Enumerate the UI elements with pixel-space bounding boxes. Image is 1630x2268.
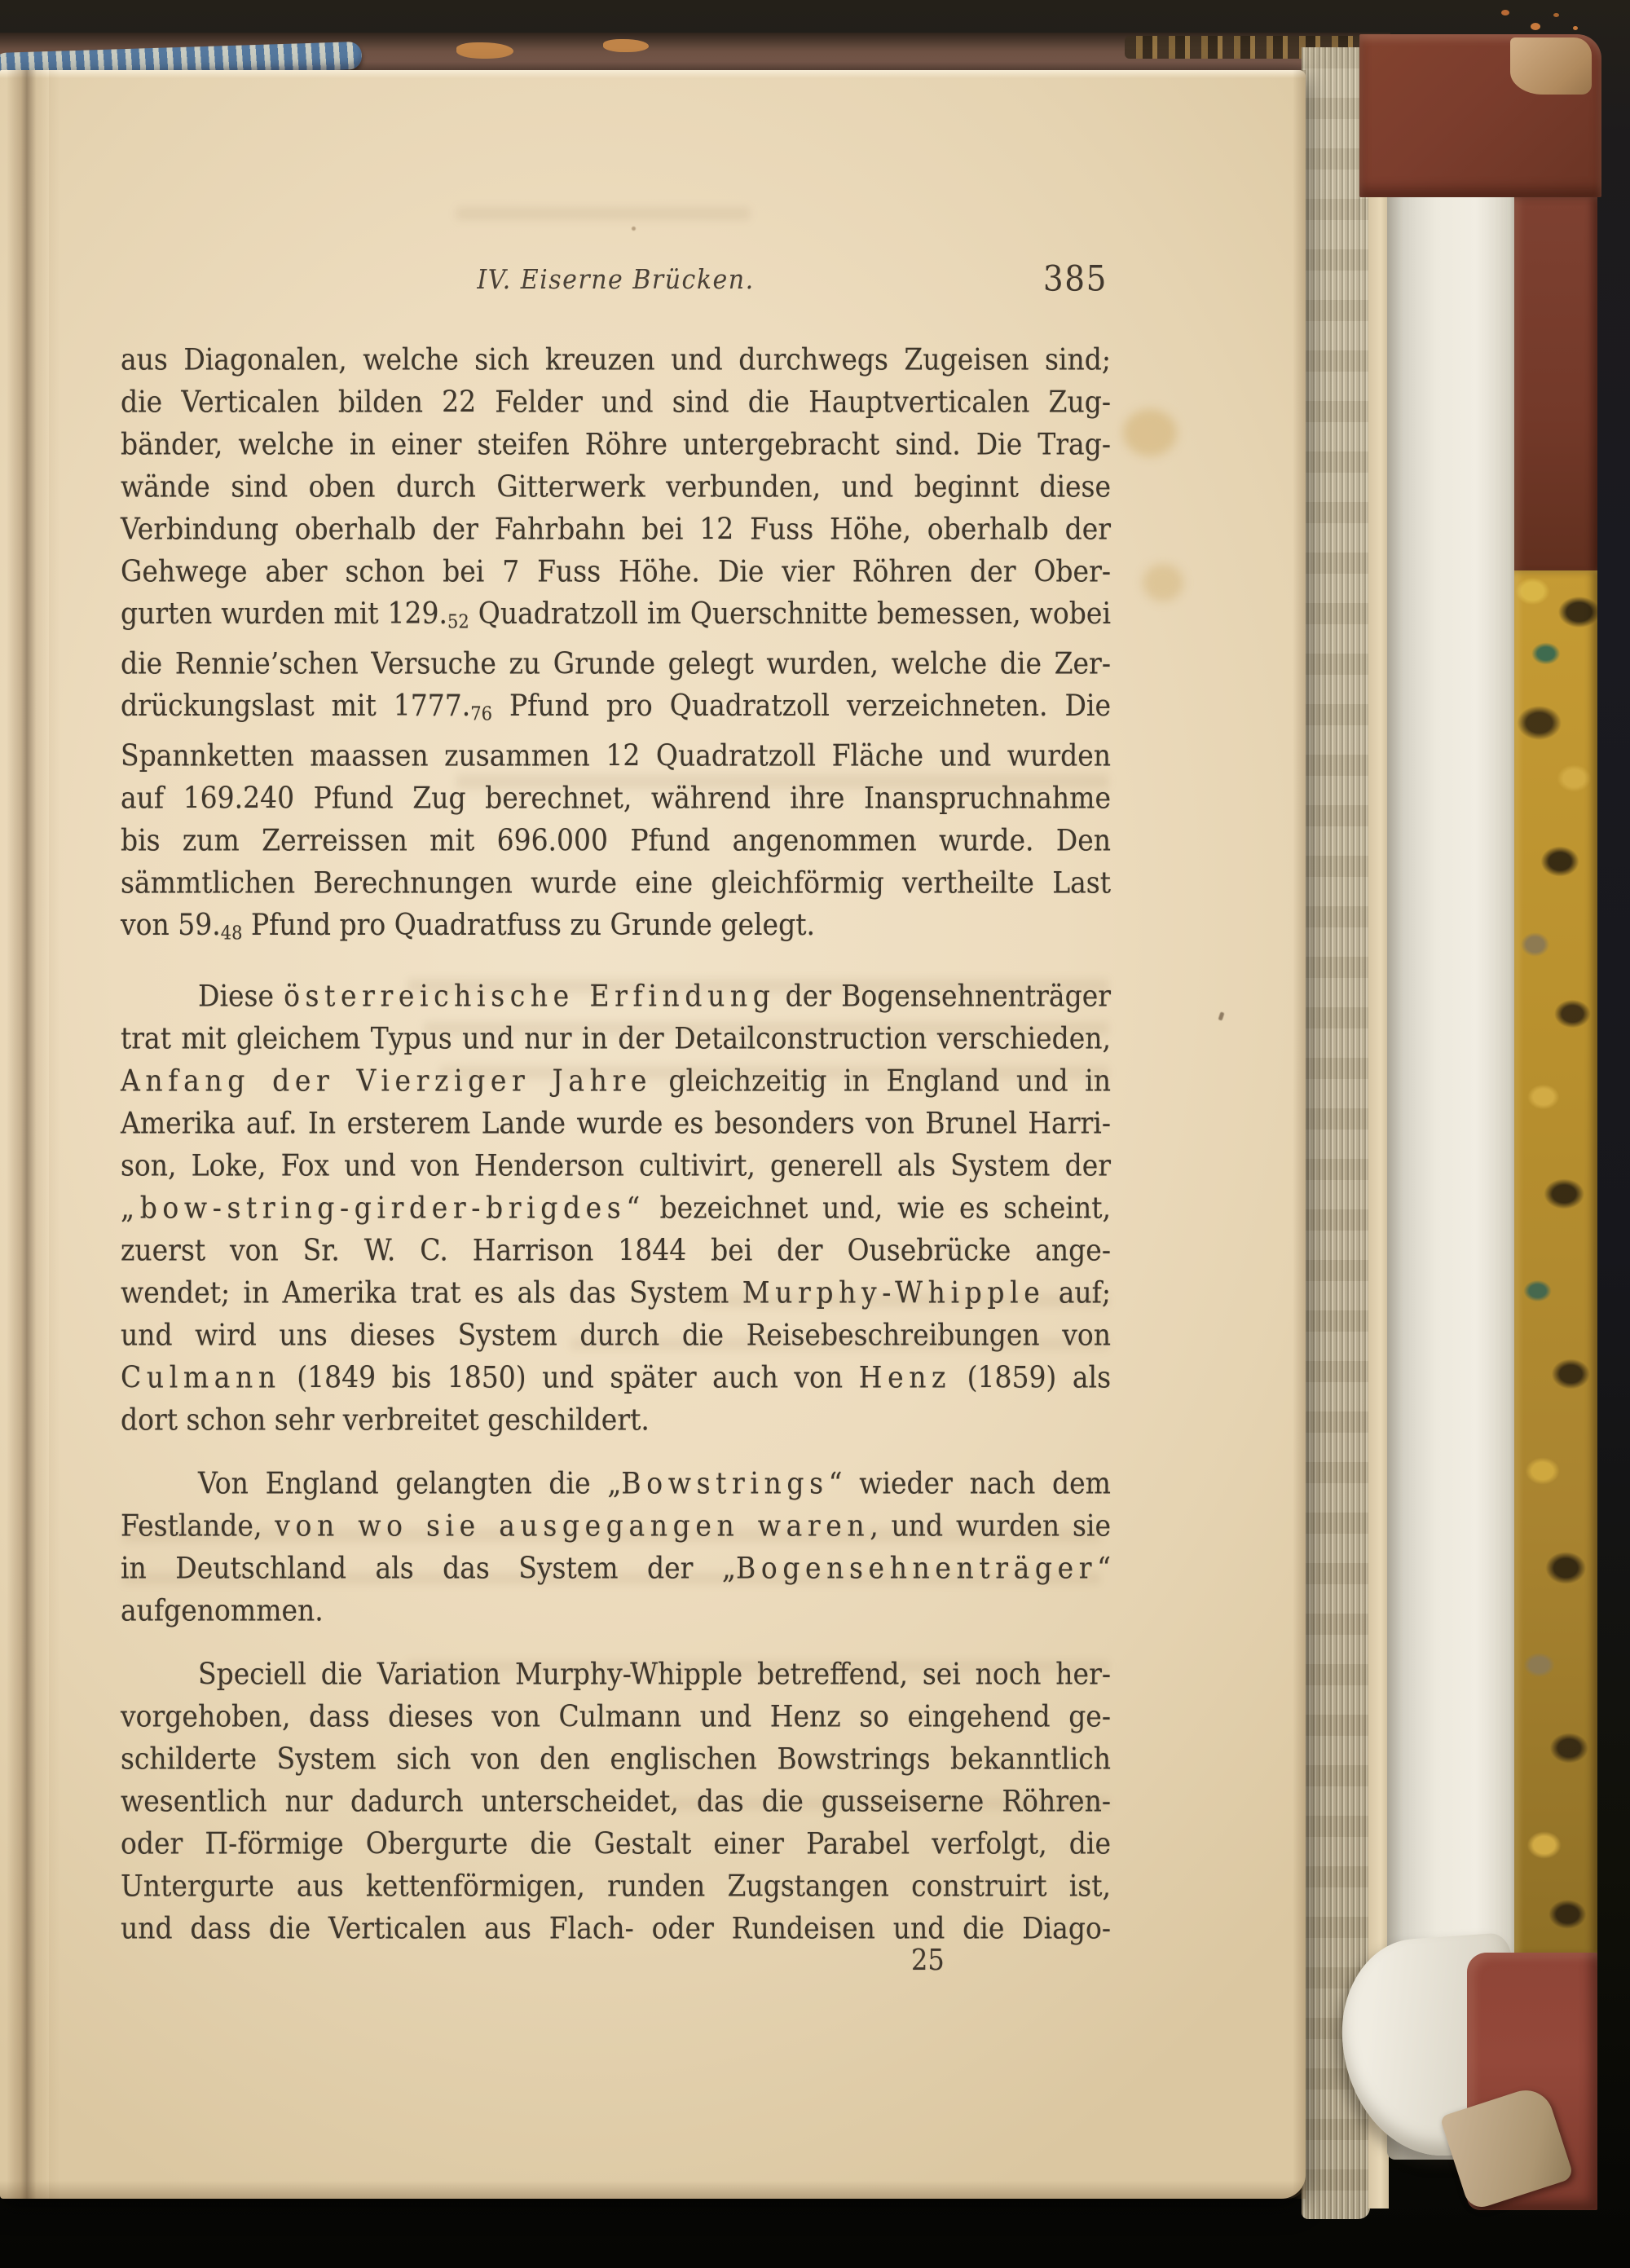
text-line bbox=[121, 1100, 1111, 1147]
text-segment: Spannketten maassen zusammen 12 Quadratzoll Fläche und wurden bbox=[121, 738, 1111, 773]
marbled-board-edge bbox=[1514, 570, 1597, 1956]
paragraph bbox=[121, 975, 1111, 1442]
paper-stain bbox=[1123, 409, 1177, 456]
dust-fleck bbox=[1501, 10, 1509, 15]
running-head bbox=[121, 258, 1111, 306]
paper-stain bbox=[1143, 564, 1183, 601]
text-segment: bänder, welche in einer steifen Röhre untergebracht sind. Die Trag- bbox=[121, 426, 1111, 462]
leather-cover-corner-top bbox=[1359, 34, 1601, 197]
text-segment: zuerst von Sr. W. C. Harrison 1844 bei der Ousebrücke ange- bbox=[121, 1232, 1111, 1268]
body-text bbox=[121, 339, 1111, 1950]
text-segment: auf 169.240 Pfund Zug berechnet, während ihre Inanspruchnahme bbox=[121, 780, 1111, 816]
text-segment: Pfund pro Quadratzoll verzeichneten. Die bbox=[491, 687, 1111, 723]
text-segment: gurten wurden mit 129. bbox=[121, 595, 448, 631]
running-header-chapter-title: IV. Eiserne Brücken. bbox=[477, 264, 755, 296]
text-segment: wesentlich nur dadurch unterscheidet, das die gusseiserne Röhren- bbox=[121, 1783, 1111, 1819]
fore-edge-page-stack bbox=[1302, 47, 1370, 2219]
letterspaced-text: Bogensehnenträger bbox=[736, 1550, 1098, 1586]
letterspaced-text: Culmann bbox=[121, 1359, 281, 1395]
text-segment: aus Diagonalen, welche sich kreuzen und durchwegs Zugeisen sind; bbox=[121, 341, 1111, 377]
text-line bbox=[121, 506, 1111, 553]
text-line bbox=[121, 1058, 1111, 1104]
letterspaced-text: Bowstrings bbox=[621, 1465, 829, 1501]
text-segment: Amerika auf. In ersterem Lande wurde es besonders von Brunel Harri- bbox=[121, 1105, 1111, 1141]
text-segment: schilderte System sich von den englischen Bowstrings bekanntlich bbox=[121, 1741, 1111, 1777]
text-line bbox=[121, 1863, 1111, 1909]
book-page bbox=[0, 70, 1306, 2199]
page-bottom-shading bbox=[0, 2181, 1306, 2199]
subscript-number: 76 bbox=[470, 702, 492, 725]
text-line bbox=[121, 733, 1111, 779]
text-segment: die Verticalen bilden 22 Felder und sind die Hauptverticalen Zug- bbox=[121, 384, 1111, 420]
text-segment: die Rennie’schen Versuche zu Grunde gelegt wurden, welche die Zer- bbox=[121, 645, 1111, 681]
text-segment: sämmtlichen Berechnungen wurde eine gleichförmig vertheilte Last bbox=[121, 865, 1111, 901]
spine-torn-leather-bit bbox=[456, 42, 513, 59]
gutter-secondary-crease bbox=[49, 70, 60, 2199]
leather-worn-patch bbox=[1510, 37, 1592, 95]
text-segment: Pfund pro Quadratfuss zu Grunde gelegt. bbox=[242, 906, 815, 942]
text-segment: (1849 bis 1850) und später auch von bbox=[280, 1359, 859, 1395]
text-line bbox=[121, 1821, 1111, 1867]
curled-endpaper bbox=[1387, 67, 1518, 2160]
leather-cover-corner-bottom bbox=[1467, 1953, 1597, 2210]
subscript-number: 48 bbox=[220, 922, 243, 945]
text-segment: “ wieder nach dem bbox=[828, 1465, 1111, 1501]
text-line bbox=[121, 901, 1111, 956]
text-segment: und wird uns dieses System durch die Reisebeschreibungen von bbox=[121, 1317, 1111, 1353]
page-top-edge-highlight bbox=[0, 70, 1306, 78]
letterspaced-text: Anfang der Vierziger Jahre bbox=[121, 1063, 652, 1099]
letterspaced-text: österreichische Erfindung bbox=[284, 978, 776, 1014]
text-line bbox=[121, 1270, 1111, 1316]
spine-torn-leather-bit bbox=[603, 39, 649, 52]
text-segment: gleichzeitig in England und in bbox=[651, 1063, 1111, 1099]
signature-mark: 25 bbox=[911, 1943, 945, 1977]
letterspaced-text: „bow-string-girder-brigdes“ bbox=[121, 1190, 645, 1226]
text-segment: Diese bbox=[198, 978, 284, 1014]
text-line bbox=[121, 590, 1111, 645]
underlying-page-edge bbox=[1368, 60, 1389, 2209]
text-segment: der Bogensehnenträger bbox=[775, 978, 1111, 1014]
text-segment: Untergurte aus kettenförmigen, runden Zugstangen construirt ist, bbox=[121, 1868, 1111, 1904]
dust-fleck bbox=[1553, 13, 1559, 17]
text-line bbox=[121, 1312, 1111, 1359]
text-segment: “ bbox=[1097, 1550, 1111, 1586]
text-segment: Speciell die Variation Murphy-Whipple betreffend, sei noch her- bbox=[198, 1656, 1111, 1692]
text-segment: vorgehoben, dass dieses von Culmann und Henz so eingehend ge- bbox=[121, 1698, 1111, 1734]
letterspaced-text: Henz bbox=[858, 1359, 952, 1395]
text-line bbox=[121, 1185, 1111, 1231]
text-line bbox=[121, 1227, 1111, 1274]
paragraph bbox=[121, 339, 1111, 954]
text-line bbox=[121, 1693, 1111, 1740]
leather-cover-edge-strip bbox=[1514, 197, 1597, 574]
text-line bbox=[121, 817, 1111, 864]
text-line bbox=[121, 1015, 1111, 1062]
text-line bbox=[121, 1354, 1111, 1401]
text-segment: Quadratzoll im Querschnitte bemessen, wobei bbox=[469, 595, 1112, 631]
text-segment: son, Loke, Fox und von Henderson cultivirt, generell als System der bbox=[121, 1147, 1111, 1183]
dust-fleck bbox=[1531, 23, 1540, 30]
letterspaced-text: Murphy-Whipple bbox=[742, 1275, 1046, 1310]
ink-fleck bbox=[632, 227, 636, 231]
text-line bbox=[121, 860, 1111, 906]
ink-fleck bbox=[1218, 1011, 1225, 1020]
text-line bbox=[121, 1736, 1111, 1782]
text-segment: Festlande, bbox=[121, 1508, 275, 1544]
paragraph bbox=[121, 1654, 1111, 1950]
text-segment: drückungslast mit 1777. bbox=[121, 687, 471, 723]
subscript-number: 52 bbox=[447, 610, 469, 633]
text-line bbox=[121, 1503, 1111, 1549]
text-line bbox=[121, 1905, 1111, 1952]
text-line bbox=[121, 1651, 1111, 1698]
text-segment: wände sind oben durch Gitterwerk verbunden, und beginnt diese bbox=[121, 469, 1111, 504]
text-segment: in Deutschland als das System der „ bbox=[121, 1550, 736, 1586]
text-segment: und dass die Verticalen aus Flach- oder Rundeisen und die Diago- bbox=[121, 1910, 1111, 1946]
show-through-ghost bbox=[456, 207, 750, 220]
text-line bbox=[121, 1143, 1111, 1189]
text-segment: (1859) als bbox=[951, 1359, 1112, 1395]
page-number: 385 bbox=[1042, 258, 1108, 300]
text-line bbox=[121, 337, 1111, 383]
text-segment: aufgenommen. bbox=[121, 1592, 324, 1628]
text-segment: bezeichnet und, wie es scheint, bbox=[645, 1190, 1111, 1226]
dust-fleck bbox=[1573, 26, 1578, 30]
text-segment: bis zum Zerreissen mit 696.000 Pfund angenommen wurde. Den bbox=[121, 822, 1111, 858]
text-line bbox=[121, 1588, 1111, 1634]
text-segment: auf; bbox=[1045, 1275, 1112, 1310]
gutter-crease bbox=[7, 70, 49, 2199]
text-segment: Gehwege aber schon bei 7 Fuss Höhe. Die vier Röhren der Ober- bbox=[121, 553, 1111, 589]
page-right-shading bbox=[1293, 70, 1306, 2199]
text-segment: Von England gelangten die „ bbox=[198, 1465, 622, 1501]
text-line bbox=[121, 1460, 1111, 1507]
text-line bbox=[121, 1778, 1111, 1825]
text-segment: , und wurden sie bbox=[870, 1508, 1111, 1544]
text-segment: trat mit gleichem Typus und nur in der Detailconstruction verschieden, bbox=[121, 1020, 1111, 1056]
text-line bbox=[121, 379, 1111, 425]
text-line bbox=[121, 641, 1111, 687]
text-segment: oder Π-förmige Obergurte die Gestalt einer Parabel verfolgt, die bbox=[121, 1825, 1111, 1861]
text-segment: wendet; in Amerika trat es als das System bbox=[121, 1275, 742, 1310]
text-line bbox=[121, 775, 1111, 821]
text-segment: dort schon sehr verbreitet geschildert. bbox=[121, 1402, 650, 1438]
letterspaced-text: von wo sie ausgegangen waren bbox=[275, 1508, 870, 1544]
text-line bbox=[121, 421, 1111, 468]
text-line bbox=[121, 1545, 1111, 1592]
text-segment: von 59. bbox=[121, 906, 221, 942]
text-segment: Verbindung oberhalb der Fahrbahn bei 12 Fuss Höhe, oberhalb der bbox=[121, 511, 1111, 547]
text-line bbox=[121, 973, 1111, 1019]
text-line bbox=[121, 682, 1111, 737]
text-line bbox=[121, 548, 1111, 595]
text-line bbox=[121, 464, 1111, 510]
text-line bbox=[121, 1397, 1111, 1443]
paragraph bbox=[121, 1463, 1111, 1632]
